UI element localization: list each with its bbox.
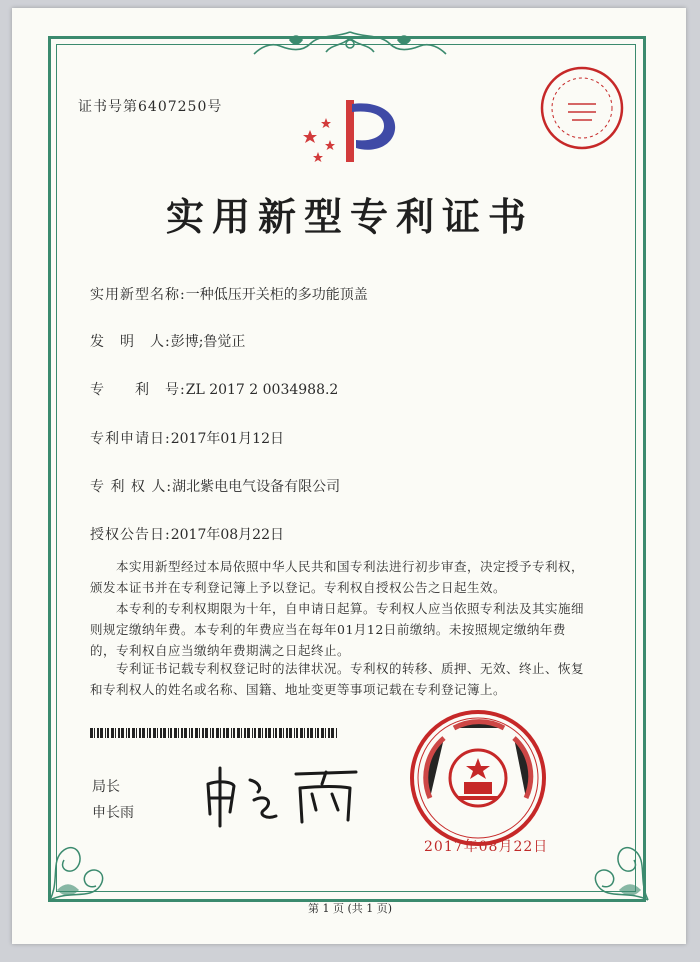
field-value: 一种低压开关柜的多功能顶盖 [185,287,368,303]
paragraph-term: 本专利的专利权期限为十年，自申请日起算。专利权人应当依照专利法及其实施细则规定缴纳年费。本专利的年费应当在每年01月12日前缴纳。未按照规定缴纳年费的，专利权自应当缴纳年费期满之日起终止。 [90,601,585,658]
field-label: 专 利 权 人: [90,479,173,495]
printing-seal-icon [538,64,626,152]
paragraph-grant: 本实用新型经过本局依照中华人民共和国专利法进行初步审查，决定授予专利权，颁发本证书并在专利登记簿上予以登记。专利权自授权公告之日起生效。 [90,559,585,595]
field-value: 湖北紫电电气设备有限公司 [172,479,341,495]
field-value: ZL 2017 2 0034988.2 [185,382,339,398]
field-label: 授权公告日: [90,527,171,543]
field-value: 2017年08月22日 [170,527,284,543]
paragraph-legal-status: 专利证书记载专利权登记时的法律状况。专利权的转移、质押、无效、终止、恢复和专利权人的姓名或名称、国籍、地址变更等事项记载在专利登记簿上。 [90,661,585,697]
patent-office-logo-icon [290,90,410,170]
director-signature [200,762,370,832]
field-grant-date [90,524,284,544]
field-label: 实用新型名称: [90,287,186,303]
field-inventors [90,331,245,351]
patent-office-seal-icon [408,708,548,848]
ornament-bottom-left [40,820,130,910]
ornament-bottom-right [568,820,658,910]
field-value: 彭博;鲁觉正 [170,334,246,350]
seal-date: 2017年08月22日 [424,839,549,855]
field-application-date [90,428,284,448]
field-patent-number [90,379,338,399]
field-patentee [90,476,340,496]
certificate-number: 证书号第6407250号 [78,99,223,115]
ornament-top [250,28,450,62]
field-utility-model-name [90,284,368,304]
field-label: 专利申请日: [90,431,171,447]
director-title: 局长 [92,779,120,795]
director-name: 申长雨 [92,805,134,821]
page-number: 第 1 页 (共 1 页) [307,902,393,915]
barcode-icon [90,728,340,738]
field-value: 2017年01月12日 [170,431,284,447]
field-label: 发 明 人: [90,334,171,350]
field-label: 专 利 号: [90,382,186,398]
certificate-title: 实用新型专利证书 [165,194,534,239]
